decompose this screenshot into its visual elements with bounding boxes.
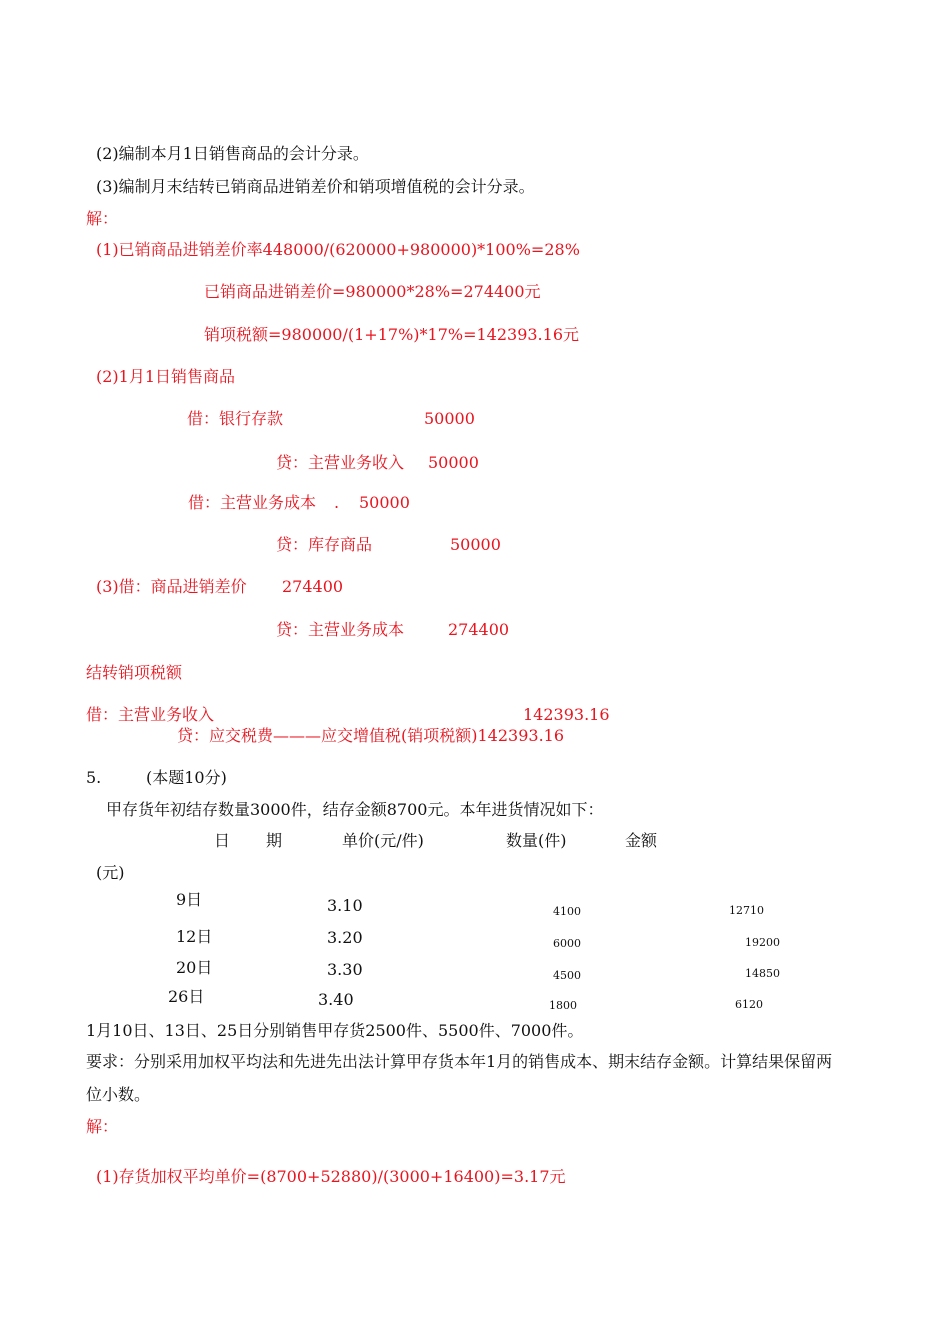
row-date: 20日 — [176, 958, 213, 977]
problem-intro: 甲存货年初结存数量3000件，结存金额8700元。本年进货情况如下： — [106, 800, 604, 819]
entry1-credit-amount: 50000 — [428, 453, 479, 472]
header-qty: 数量(件) — [506, 831, 567, 850]
row-price: 3.30 — [327, 960, 363, 979]
row-amount: 14850 — [745, 967, 780, 980]
requirement-line-1: 要求：分别采用加权平均法和先进先出法计算甲存货本年1月的销售成本、期末结存金额。计算结果保留两 — [86, 1052, 833, 1071]
row-qty: 4100 — [553, 905, 581, 918]
answer-weighted-average: (1)存货加权平均单价=(8700+52880)/(3000+16400)=3.17元 — [96, 1167, 566, 1186]
entry3-debit: (3)借：商品进销差价 — [96, 577, 247, 596]
row-qty: 6000 — [553, 937, 581, 950]
tax-debit: 借：主营业务收入 — [86, 705, 215, 724]
answer-line-1: (1)已销商品进销差价率448000/(620000+980000)*100%=28% — [96, 240, 580, 259]
question-part-3: (3)编制月末结转已销商品进销差价和销项增值税的会计分录。 — [96, 177, 535, 196]
problem-points: (本题10分) — [146, 768, 227, 787]
entry1-debit: 借：银行存款 — [187, 409, 284, 428]
header-date-a: 日 — [214, 831, 231, 850]
entry1-debit-amount: 50000 — [424, 409, 475, 428]
header-price: 单价(元/件) — [342, 831, 424, 850]
header-amount: 金额 — [625, 831, 658, 850]
answer-line-2: 已销商品进销差价=980000*28%=274400元 — [204, 282, 541, 301]
row-price: 3.10 — [327, 896, 363, 915]
entry2-debit: 借：主营业务成本 — [188, 493, 317, 512]
entry2-dot: . — [334, 493, 340, 512]
entry3-credit: 贷：主营业务成本 — [276, 620, 405, 639]
sales-info: 1月10日、13日、25日分别销售甲存货2500件、5500件、7000件。 — [86, 1021, 584, 1040]
tax-credit: 贷：应交税费———应交增值税(销项税额)142393.16 — [177, 726, 565, 745]
header-date-b: 期 — [266, 831, 283, 850]
row-amount: 19200 — [745, 936, 780, 949]
row-amount: 12710 — [729, 904, 764, 917]
entry2-debit-amount: 50000 — [359, 493, 410, 512]
row-qty: 1800 — [549, 999, 577, 1012]
solution-label-2: 解： — [86, 1117, 119, 1136]
row-date: 12日 — [176, 927, 213, 946]
header-amount-unit: (元) — [96, 863, 125, 882]
answer-line-4: (2)1月1日销售商品 — [96, 367, 236, 386]
row-date: 9日 — [176, 890, 203, 909]
answer-line-3: 销项税额=980000/(1+17%)*17%=142393.16元 — [204, 325, 580, 344]
tax-debit-amount: 142393.16 — [523, 705, 610, 724]
solution-label: 解： — [86, 209, 119, 228]
tax-transfer-title: 结转销项税额 — [86, 663, 183, 682]
entry3-credit-amount: 274400 — [448, 620, 510, 639]
entry2-credit-amount: 50000 — [450, 535, 501, 554]
problem-number: 5. — [86, 768, 102, 787]
entry2-credit: 贷：库存商品 — [276, 535, 373, 554]
row-amount: 6120 — [735, 998, 763, 1011]
row-qty: 4500 — [553, 969, 581, 982]
row-date: 26日 — [168, 987, 205, 1006]
row-price: 3.20 — [327, 928, 363, 947]
entry3-debit-amount: 274400 — [282, 577, 344, 596]
entry1-credit: 贷：主营业务收入 — [276, 453, 405, 472]
requirement-line-2: 位小数。 — [86, 1085, 151, 1104]
row-price: 3.40 — [318, 990, 354, 1009]
question-part-2: (2)编制本月1日销售商品的会计分录。 — [96, 144, 369, 163]
